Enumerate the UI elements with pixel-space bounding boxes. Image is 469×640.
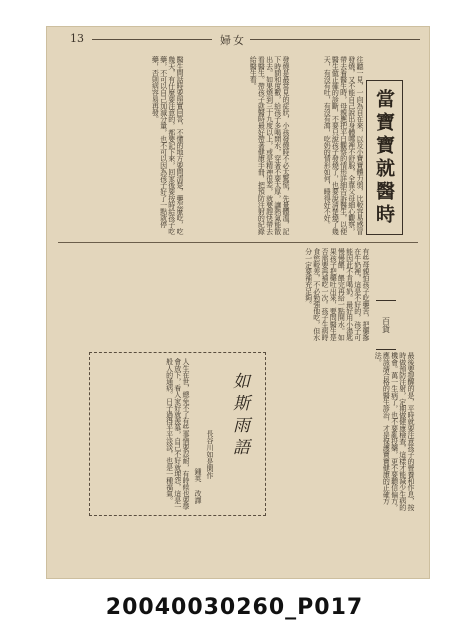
header-rule-left bbox=[92, 39, 212, 40]
column-author: 長谷川如是閑作 bbox=[206, 430, 214, 479]
magazine-title: 婦女 bbox=[220, 34, 246, 47]
article-body-middle: 有些母親怕孩子吃藥苦，把藥摻在牛奶裡，這是不好的，孩子可能因此不肯喝奶。最好用小湯匙慢慢餵，餵完再給一點開水。如果孩子把藥吐出來，要問醫生是否需要再補吃一次。孩子生病時食慾較差，不必勉強他吃，但水分一定要補充足夠。 bbox=[304, 248, 370, 341]
page-number: 13 bbox=[70, 32, 84, 45]
article-body-bottom-right: 最後要提醒的是，平時就要注意孩子的營養和作息，按時做預防注射，定期做健康檢查，這樣才能減少生病的機會。萬一生病了，也不要亂投藥，更不要聽信偏方，應該請合格的醫生診治，才是保護寶寶健康的正確方法。 bbox=[374, 352, 415, 511]
page-header bbox=[70, 32, 451, 46]
article-title: 當寶寶就醫時 bbox=[373, 88, 395, 227]
article-body-top-left: 醫生問話時要照實回答，不懂的地方要問清楚，藥怎麼吃，吃幾天，有什麼要注意的，都要記下來，回家後要按時給孩子吃藥，不可以自己加減分量，也不可以因為孩子好了一點就停藥，否則病容易再發。 bbox=[151, 56, 184, 235]
column-title: 如斯雨語 bbox=[229, 372, 249, 460]
article-title-box bbox=[366, 80, 403, 235]
article-body-top-middle: 發燒是最常見的症狀，小孩發燒時不必太驚慌，先量體溫，記下時間和度數，給孩子多喝開水，穿著不要太厚，讓熱氣能散出去。如果燒到三十九度以上，或是精神很差，就要趕快帶去看醫生。帶孩子就醫時最好帶著健康手冊，把預防注射的紀錄給醫生看。 bbox=[249, 56, 290, 235]
column-translator: 鍾英 改譯 bbox=[194, 468, 202, 504]
section-divider bbox=[58, 242, 418, 243]
article-body-top-right: 往聽一見，一向為自在來，以及小寶寶體力弱，比較容易感冒發燒，又不能自己說出身體哪裡不舒服，全靠父母細心觀察，帶去看醫生時，母親應把平日觀察的情形詳細告訴醫生，以便醫生做正確的診斷，不要只說孩子發燒了，也要說清楚燒了幾天，有沒有吐，有沒有瀉，吃奶的情形如何，睡得好不好。 bbox=[323, 56, 364, 235]
header-rule-right bbox=[250, 39, 420, 40]
series-label: 百貨 bbox=[381, 317, 391, 333]
column-body: 人生在世，總免不了有些事情要忍耐，有時候也要學會放下，看人家好就羨慕，自己不好就埋怨，這是一般人的通病。日子過得平平淡淡，也是一種福氣。 bbox=[165, 358, 190, 510]
archive-caption: 20040030260_P017 bbox=[105, 595, 364, 620]
series-label-box bbox=[376, 300, 396, 350]
